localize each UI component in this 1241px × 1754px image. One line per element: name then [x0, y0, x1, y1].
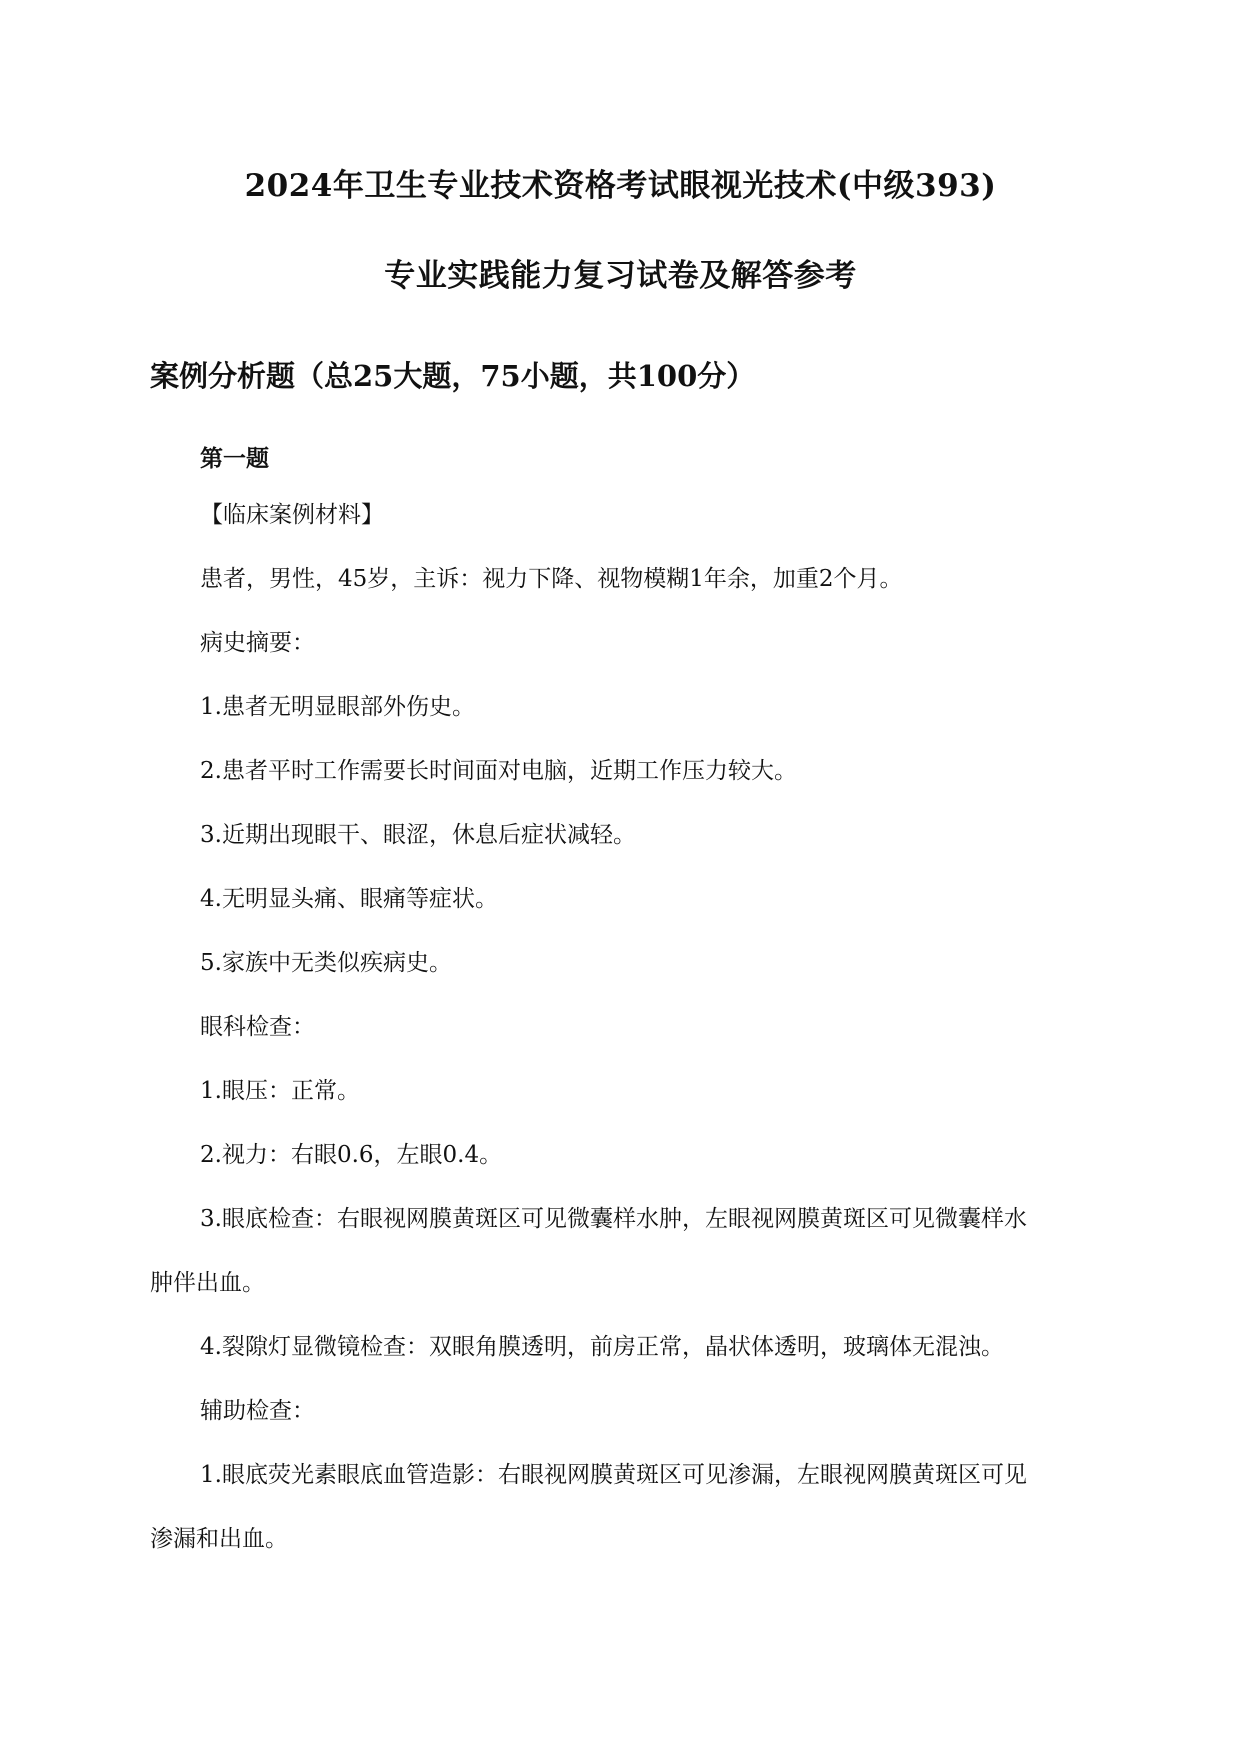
eye-exam-item-continuation: 肿伴出血。: [150, 1270, 265, 1296]
history-item: 5.家族中无类似疾病史。: [200, 950, 452, 976]
aux-exam-heading: 辅助检查：: [200, 1398, 315, 1424]
history-heading: 病史摘要：: [200, 630, 315, 656]
material-label: 【临床案例材料】: [200, 502, 384, 528]
document-title-line-1: 2024年卫生专业技术资格考试眼视光技术(中级393): [244, 168, 997, 204]
history-item: 4.无明显头痛、眼痛等症状。: [200, 886, 498, 912]
aux-exam-item: 1.眼底荧光素眼底血管造影：右眼视网膜黄斑区可见渗漏，左眼视网膜黄斑区可见: [200, 1462, 1027, 1488]
history-item: 1.患者无明显眼部外伤史。: [200, 694, 475, 720]
eye-exam-heading: 眼科检查：: [200, 1014, 315, 1040]
document-title-line-2: 专业实践能力复习试卷及解答参考: [384, 258, 857, 294]
question-label: 第一题: [200, 445, 269, 472]
patient-intro: 患者，男性，45岁，主诉：视力下降、视物模糊1年余，加重2个月。: [200, 566, 903, 592]
eye-exam-item: 1.眼压：正常。: [200, 1078, 360, 1104]
history-item: 3.近期出现眼干、眼涩，休息后症状减轻。: [200, 822, 636, 848]
history-item: 2.患者平时工作需要长时间面对电脑，近期工作压力较大。: [200, 758, 797, 784]
eye-exam-item: 2.视力：右眼0.6，左眼0.4。: [200, 1142, 503, 1168]
section-heading: 案例分析题（总25大题，75小题，共100分）: [150, 359, 756, 393]
eye-exam-item: 3.眼底检查：右眼视网膜黄斑区可见微囊样水肿，左眼视网膜黄斑区可见微囊样水: [200, 1206, 1027, 1232]
eye-exam-item: 4.裂隙灯显微镜检查：双眼角膜透明，前房正常，晶状体透明，玻璃体无混浊。: [200, 1334, 1004, 1360]
aux-exam-item-continuation: 渗漏和出血。: [150, 1526, 288, 1552]
